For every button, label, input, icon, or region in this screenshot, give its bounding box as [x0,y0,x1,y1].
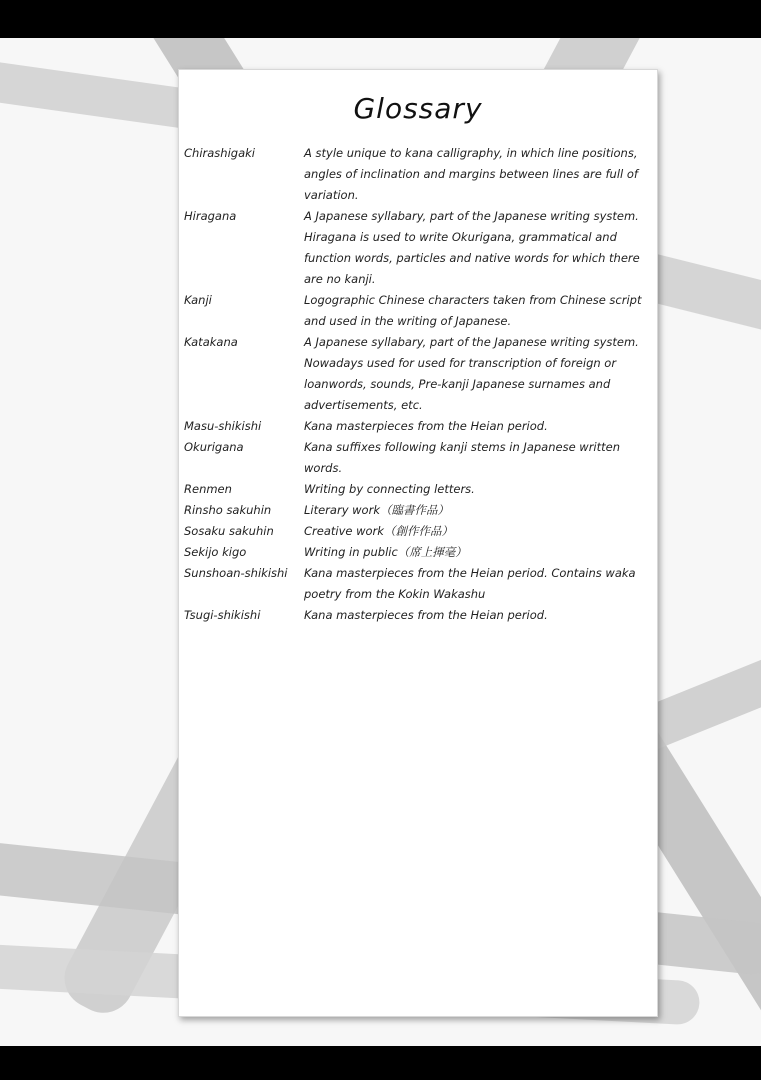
glossary-definition: Literary work（臨書作品） [304,503,449,517]
glossary-entry [184,479,654,500]
glossary-entry [184,521,654,542]
glossary-entry [184,500,654,521]
glossary-entry [184,563,654,605]
glossary-definition: A Japanese syllabary, part of the Japanese writing system. Hiragana is used to write Okurigana, grammatical and function words, particles and native words for which there are no kanji. [304,209,640,286]
glossary-definition: Writing by connecting letters. [304,482,475,496]
glossary-card [178,69,658,1017]
glossary-term: Sekijo kigo [184,545,247,559]
glossary-entry [184,416,654,437]
glossary-entry [184,290,654,332]
glossary-definition: A style unique to kana calligraphy, in which line positions, angles of inclination and margins between lines are full of variation. [304,146,638,202]
glossary-term: Masu-shikishi [184,419,262,433]
glossary-definition: Kana suffixes following kanji stems in Japanese written words. [304,440,621,475]
glossary-entry [184,206,654,290]
glossary-term: Renmen [184,482,232,496]
glossary-term: Chirashigaki [184,146,255,160]
glossary-term: Katakana [184,335,238,349]
glossary-definition: Logographic Chinese characters taken from Chinese script and used in the writing of Japanese. [304,293,642,328]
glossary-term: Hiragana [184,209,237,223]
glossary-entry [184,437,654,479]
page-title: Glossary [353,92,483,125]
glossary-term: Okurigana [184,440,244,454]
glossary-term: Rinsho sakuhin [184,503,272,517]
glossary-definition: Kana masterpieces from the Heian period. [304,419,548,433]
glossary-definition: Writing in public（席上揮毫） [304,545,467,559]
glossary-entry [184,143,654,206]
page-background [0,38,761,1046]
glossary-entry [184,332,654,416]
glossary-list [184,143,654,626]
glossary-term: Sosaku sakuhin [184,524,274,538]
glossary-definition: Kana masterpieces from the Heian period. [304,608,548,622]
glossary-definition: Creative work（創作作品） [304,524,453,538]
glossary-term: Sunshoan-shikishi [184,566,288,580]
glossary-entry [184,542,654,563]
glossary-term: Tsugi-shikishi [184,608,261,622]
glossary-term: Kanji [184,293,212,307]
glossary-definition: A Japanese syllabary, part of the Japanese writing system. Nowadays used for used for transcription of foreign or loanwords, sounds, Pre-kanji Japanese surnames and advertisements, etc. [304,335,639,412]
glossary-entry [184,605,654,626]
glossary-definition: Kana masterpieces from the Heian period. Contains waka poetry from the Kokin Wakashu [304,566,636,601]
